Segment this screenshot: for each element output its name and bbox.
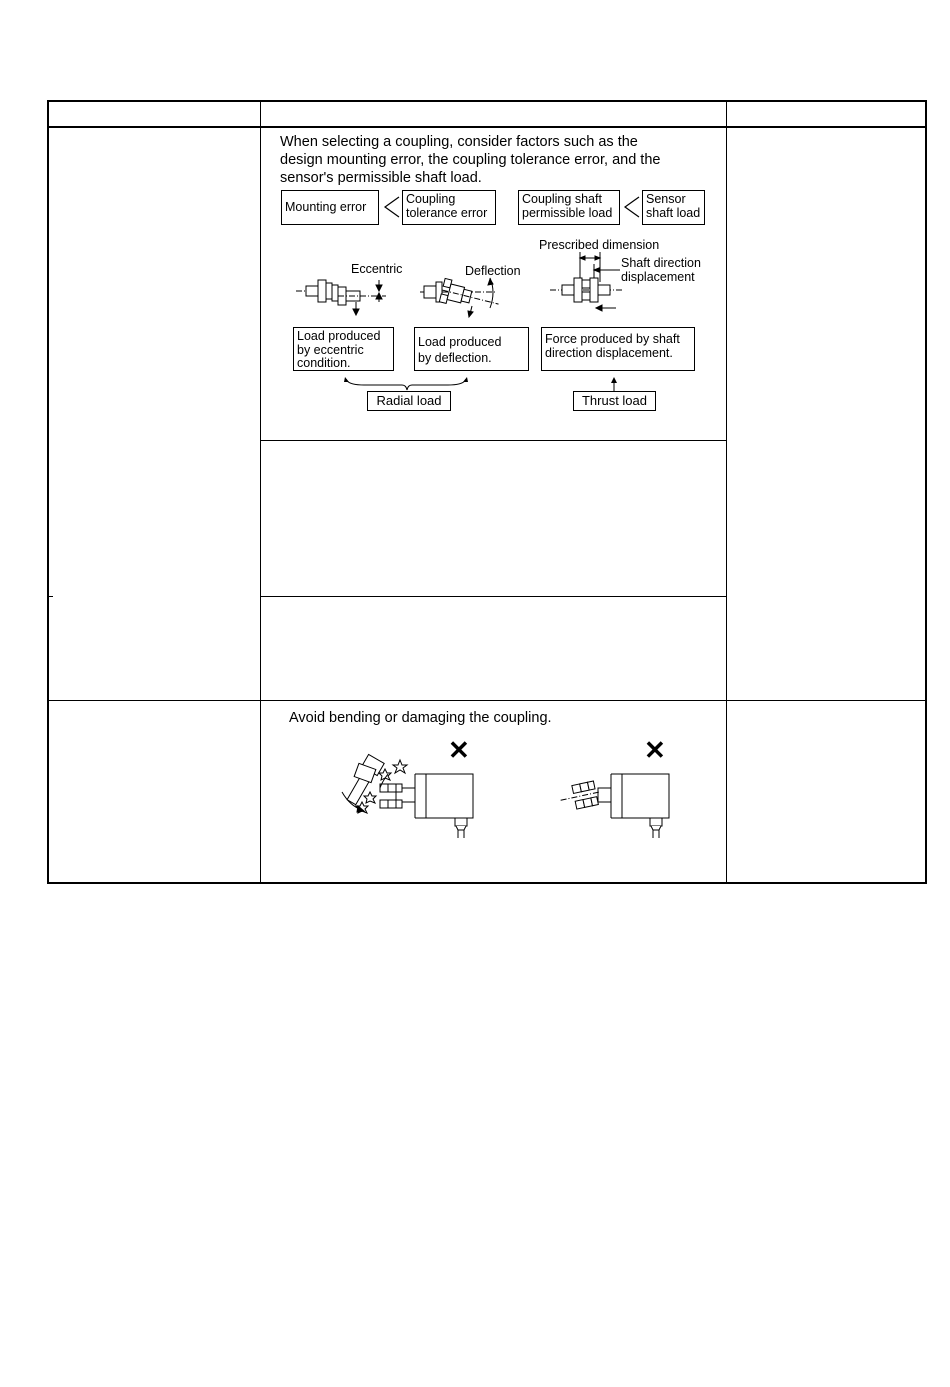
eccentric-load-line-3: condition. xyxy=(297,356,351,370)
column-divider-1 xyxy=(260,100,261,884)
deflection-load-line-1: Load produced xyxy=(418,335,502,349)
table-bottom-border xyxy=(47,882,927,884)
eccentric-load-box xyxy=(293,327,394,371)
column-divider-2 xyxy=(726,100,727,884)
radial-load-brace xyxy=(344,376,469,392)
prohibited-mark-right: ✕ xyxy=(644,735,666,765)
eccentric-label: Eccentric xyxy=(351,262,403,276)
table-top-border xyxy=(47,100,927,102)
row-divider-2 xyxy=(260,596,727,597)
force-produced-box xyxy=(541,327,695,371)
radial-load-label: Radial load xyxy=(376,393,442,408)
coupling-tolerance-box xyxy=(402,190,496,225)
eccentric-load-line-1: Load produced xyxy=(297,329,381,343)
sensor-shaft-line-2: shaft load xyxy=(646,205,701,220)
coupling-tolerance-line-1: Coupling xyxy=(406,192,456,206)
handling-caption: Avoid bending or damaging the coupling. xyxy=(289,710,552,726)
coupling-shaft-box xyxy=(518,190,620,225)
intro-line-2: design mounting error, the coupling tolerance error, and the xyxy=(280,152,661,168)
shaft-direction-label-1: Shaft direction xyxy=(621,256,701,270)
force-produced-line-1: Force produced by shaft xyxy=(545,332,680,346)
coupling-shaft-line-1: Coupling shaft xyxy=(522,192,602,206)
mounting-error-label: Mounting error xyxy=(285,200,367,214)
table-right-border xyxy=(925,100,927,884)
eccentric-load-line-2: by eccentric xyxy=(297,342,364,357)
force-produced-line-2: direction displacement. xyxy=(545,345,673,360)
thrust-load-label: Thrust load xyxy=(581,393,648,408)
intro-line-1: When selecting a coupling, consider factors such as the xyxy=(280,134,638,150)
row-divider-1 xyxy=(260,440,727,441)
less-than-symbol-left xyxy=(383,196,401,218)
deflection-load-box xyxy=(414,327,529,371)
table-left-border xyxy=(47,100,49,884)
deflection-coupling-drawing xyxy=(420,272,505,322)
sensor-shaft-line-1: Sensor xyxy=(646,192,686,206)
left-tick xyxy=(47,596,53,597)
coupling-tolerance-line-2: tolerance error xyxy=(406,205,488,220)
bending-coupling-drawing xyxy=(330,736,480,840)
intro-line-3: sensor's permissible shaft load. xyxy=(280,170,482,186)
shaft-displacement-drawing xyxy=(550,252,625,317)
coupling-shaft-line-2: permissible load xyxy=(522,205,613,220)
eccentric-coupling-drawing xyxy=(296,270,391,320)
prohibited-mark-left: ✕ xyxy=(448,735,470,765)
radial-load-box xyxy=(367,391,451,411)
header-row-divider xyxy=(47,126,927,128)
mounting-error-box xyxy=(281,190,379,225)
deflection-label: Deflection xyxy=(465,264,521,278)
deflection-load-line-2: by deflection. xyxy=(418,350,492,365)
sensor-shaft-box xyxy=(642,190,705,225)
row-divider-3 xyxy=(47,700,927,701)
less-than-symbol-right xyxy=(623,196,641,218)
thrust-load-box xyxy=(573,391,656,411)
damaged-coupling-drawing xyxy=(560,736,675,840)
prescribed-dimension-label: Prescribed dimension xyxy=(539,238,660,252)
shaft-direction-label-2: displacement xyxy=(621,270,695,284)
